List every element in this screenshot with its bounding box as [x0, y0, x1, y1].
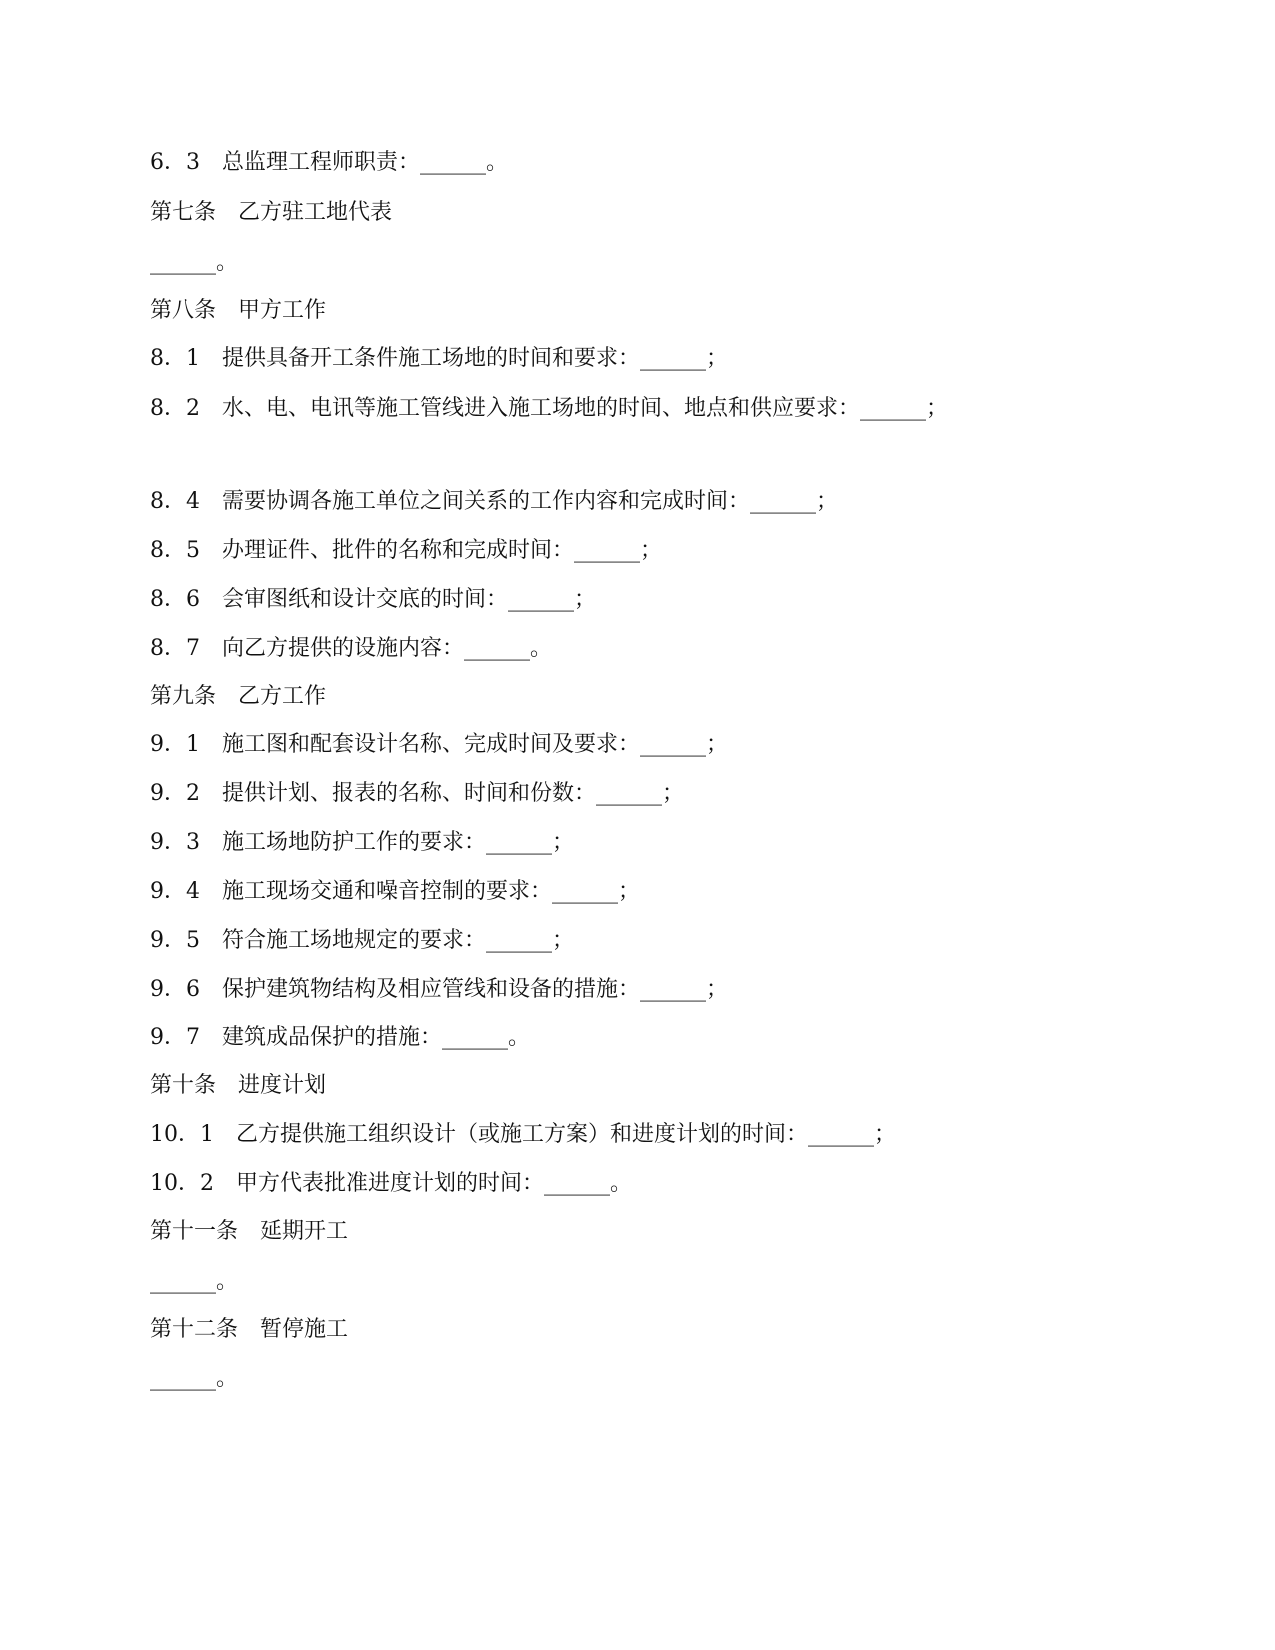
clause-8-7: 8．7 向乙方提供的设施内容：______。 [150, 636, 552, 661]
clause-9-7: 9．7 建筑成品保护的措施：______。 [150, 1025, 530, 1050]
clause-8-2: 8．2 水、电、电讯等施工管线进入施工场地的时间、地点和供应要求：______； [150, 396, 948, 421]
clause-9-6: 9．6 保护建筑物结构及相应管线和设备的措施：______； [150, 977, 728, 1002]
clause-8-5: 8．5 办理证件、批件的名称和完成时间：______； [150, 538, 662, 563]
clause-10-1: 10．1 乙方提供施工组织设计（或施工方案）和进度计划的时间：______； [150, 1122, 896, 1147]
clause-9-5: 9．5 符合施工场地规定的要求：______； [150, 928, 574, 953]
clause-9-1: 9．1 施工图和配套设计名称、完成时间及要求：______； [150, 732, 728, 757]
clause-6-3: 6．3 总监理工程师职责：______。 [150, 150, 508, 175]
article-11-blank: ______。 [150, 1269, 239, 1294]
article-9-heading: 第九条 乙方工作 [150, 684, 327, 709]
article-12-blank: ______。 [150, 1366, 239, 1391]
article-7-heading: 第七条 乙方驻工地代表 [150, 200, 393, 225]
article-12-heading: 第十二条 暂停施工 [150, 1317, 349, 1342]
article-11-heading: 第十一条 延期开工 [150, 1219, 349, 1244]
article-7-blank: ______。 [150, 250, 239, 275]
clause-8-6: 8．6 会审图纸和设计交底的时间：______； [150, 587, 596, 612]
clause-8-4: 8．4 需要协调各施工单位之间关系的工作内容和完成时间：______； [150, 489, 838, 514]
clause-9-4: 9．4 施工现场交通和噪音控制的要求：______； [150, 879, 640, 904]
article-10-heading: 第十条 进度计划 [150, 1073, 327, 1098]
clause-8-1: 8．1 提供具备开工条件施工场地的时间和要求：______； [150, 346, 728, 371]
clause-9-3: 9．3 施工场地防护工作的要求：______； [150, 830, 574, 855]
clause-10-2: 10．2 甲方代表批准进度计划的时间：______。 [150, 1171, 632, 1196]
clause-9-2: 9．2 提供计划、报表的名称、时间和份数：______； [150, 781, 684, 806]
article-8-heading: 第八条 甲方工作 [150, 298, 327, 323]
